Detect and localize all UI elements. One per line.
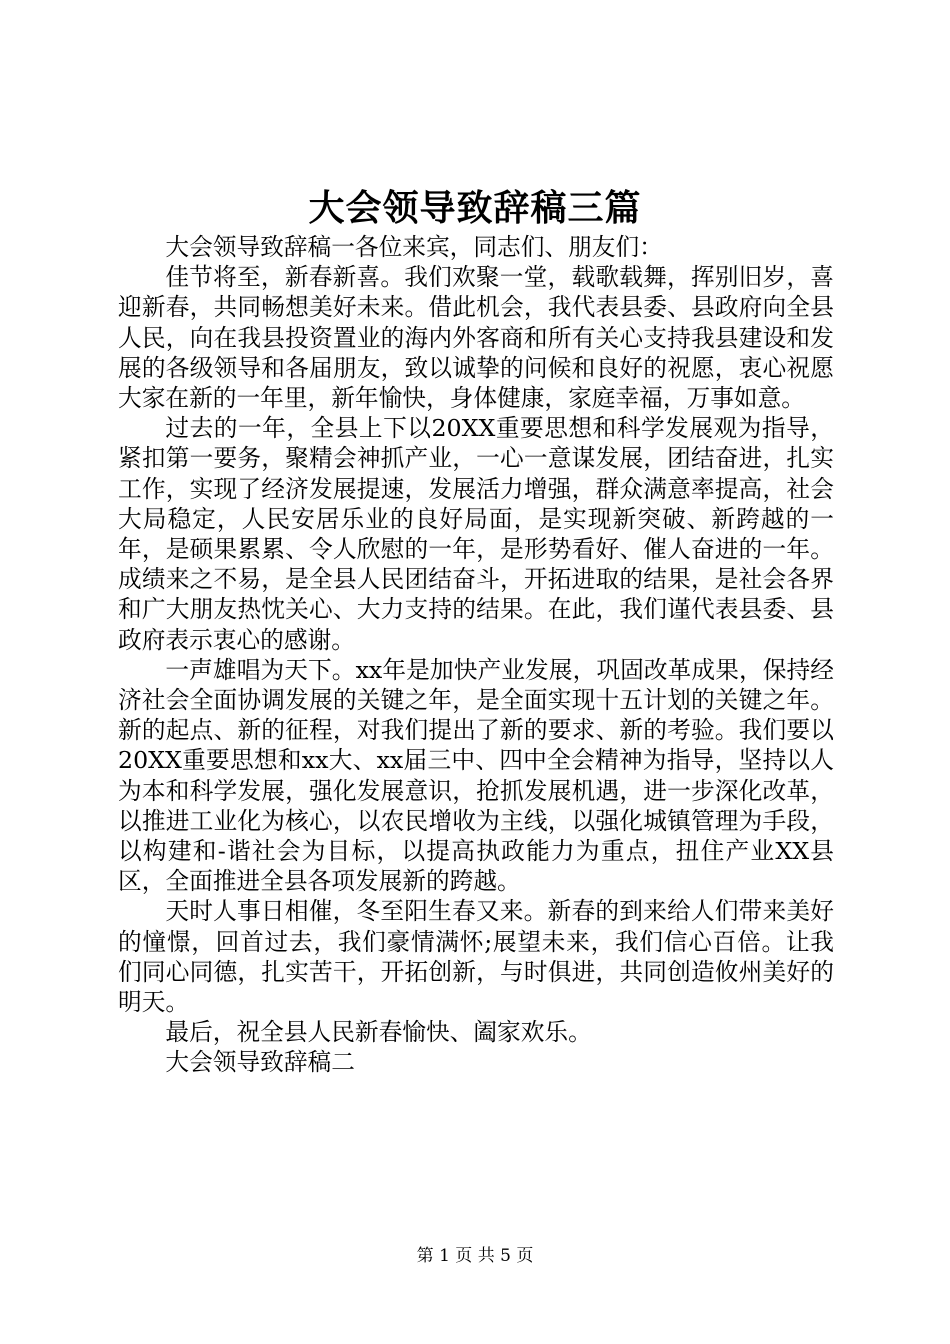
paragraph-section-two-heading: 大会领导致辞稿二 [165, 1048, 355, 1077]
page-number-footer: 第 1 页 共 5 页 [416, 1246, 534, 1266]
paragraph-closing-wish: 最后，祝全县人民新春愉快、阖家欢乐。 [165, 1018, 592, 1047]
paragraph-new-year-goals: 一声雄唱为天下。xx年是加快产业发展，巩固改革成果，保持经济社会全面协调发展的关键之年，是全面实现十五计划的关键之年。新的起点、新的征程，对我们提出了新的要求、新的考验。我们要以20XX重要思想和xx大、xx届三中、四中全会精神为指导，坚持以人为本和科学发展，强化发展意识，抢抓发展机遇，进一步深化改革，以推进工业化为核心，以农民增收为主线，以强化城镇管理为手段，以构建和-谐社会为目标，以提高执政能力为重点，扭住产业XX县区，全面推进全县各项发展新的跨越。 [118, 655, 834, 896]
paragraph-past-year: 过去的一年，全县上下以20XX重要思想和科学发展观为指导，紧扣第一要务，聚精会神抓产业，一心一意谋发展，团结奋进，扎实工作，实现了经济发展提速，发展活力增强，群众满意率提高，社会大局稳定，人民安居乐业的良好局面，是实现新突破、新跨越的一年，是硕果累累、令人欣慰的一年，是形势看好、催人奋进的一年。成绩来之不易，是全县人民团结奋斗，开拓进取的结果，是社会各界和广大朋友热忱关心、大力支持的结果。在此，我们谨代表县委、县政府表示衷心的感谢。 [118, 414, 834, 654]
paragraph-outlook: 天时人事日相催，冬至阳生春又来。新春的到来给人们带来美好的憧憬，回首过去，我们豪情满怀;展望未来，我们信心百倍。让我们同心同德，扎实苦干，开拓创新，与时俱进，共同创造攸州美好的明天。 [118, 897, 834, 1017]
document-title: 大会领导致辞稿三篇 [308, 187, 642, 229]
document-body [118, 232, 834, 1078]
paragraph-greeting: 大会领导致辞稿一各位来宾，同志们、朋友们： [165, 233, 663, 261]
paragraph-festival-wishes: 佳节将至，新春新喜。我们欢聚一堂，载歌载舞，挥别旧岁，喜迎新春，共同畅想美好未来。借此机会，我代表县委、县政府向全县人民，向在我县投资置业的海内外客商和所有关心支持我县建设和发展的各级领导和各届朋友，致以诚挚的问候和良好的祝愿，衷心祝愿大家在新的一年里，新年愉快，身体健康，家庭幸福，万事如意。 [118, 263, 834, 413]
